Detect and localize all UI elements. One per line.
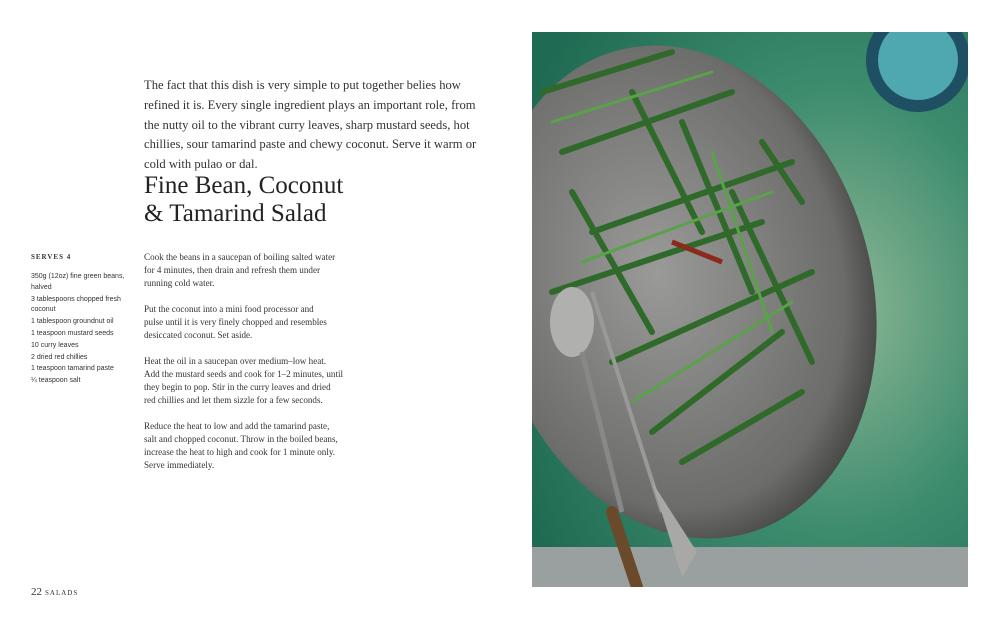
method-step (144, 355, 343, 407)
method-line: for 4 minutes, then drain and refresh them under (144, 265, 321, 275)
method-line: red chillies and let them sizzle for a few seconds. (144, 395, 323, 405)
ingredient-line: ¼ teaspoon salt (31, 377, 81, 385)
method-line: Heat the oil in a saucepan over medium–low heat. (144, 356, 327, 366)
intro-paragraph (144, 76, 476, 175)
ingredient-line: 10 curry leaves (31, 341, 79, 349)
ingredient-line: 1 tablespoon groundnut oil (31, 318, 114, 326)
method-step (144, 420, 343, 472)
method-line: Reduce the heat to low and add the tamarind paste, (144, 421, 330, 431)
page-number: 22 (31, 586, 42, 598)
ingredient-line: 1 teaspoon tamarind paste (31, 365, 114, 373)
title-line: Fine Bean, Coconut (144, 172, 344, 199)
ingredient-item (31, 341, 124, 352)
method-line: salt and chopped coconut. Throw in the boiled beans, (144, 434, 338, 444)
method-line: they begin to pop. Stir in the curry leaves and dried (144, 382, 331, 392)
method-line: Serve immediately. (144, 460, 215, 470)
ingredient-line: halved (31, 283, 52, 291)
ingredient-item (31, 353, 124, 364)
method-line: Add the mustard seeds and cook for 1–2 minutes, until (144, 369, 344, 379)
serves-label: SERVES 4 (31, 253, 72, 261)
intro-line: The fact that this dish is very simple to put together belies how (144, 78, 461, 92)
method-step (144, 303, 343, 342)
method-line: desiccated coconut. Set aside. (144, 330, 253, 340)
method-line: running cold water. (144, 278, 215, 288)
method-line: Put the coconut into a mini food processor and (144, 304, 314, 314)
ingredient-line: coconut (31, 306, 56, 314)
ingredient-item (31, 295, 124, 317)
ingredient-line: 3 tablespoons chopped fresh (31, 295, 121, 303)
ingredient-item (31, 376, 124, 387)
green-bean-salad-image (532, 32, 968, 587)
method-line: pulse until it is very finely chopped and resembles (144, 317, 327, 327)
page-folio (31, 586, 78, 598)
recipe-photo (532, 32, 968, 587)
method-steps (144, 251, 343, 485)
ingredient-item (31, 272, 124, 294)
method-line: increase the heat to high and cook for 1 minute only. (144, 447, 336, 457)
ingredient-item (31, 364, 124, 375)
recipe-title (144, 172, 343, 228)
method-line: Cook the beans in a saucepan of boiling salted water (144, 252, 336, 262)
title-line: & Tamarind Salad (144, 200, 327, 227)
ingredient-item (31, 329, 124, 340)
intro-line: chillies, sour tamarind paste and chewy coconut. Serve it warm or (144, 137, 477, 152)
intro-line: the nutty oil to the vibrant curry leaves, sharp mustard seeds, hot (144, 117, 470, 132)
method-step (144, 251, 343, 290)
ingredient-line: 2 dried red chillies (31, 353, 88, 361)
ingredient-line: 350g (12oz) fine green beans, (31, 273, 125, 280)
section-name: SALADS (45, 589, 79, 597)
ingredient-line: 1 teaspoon mustard seeds (31, 329, 114, 337)
intro-line: cold with pulao or dal. (144, 157, 258, 172)
ingredient-list (31, 272, 124, 388)
ingredient-item (31, 317, 124, 328)
intro-line: refined it is. Every single ingredient plays an important role, from (144, 97, 476, 112)
